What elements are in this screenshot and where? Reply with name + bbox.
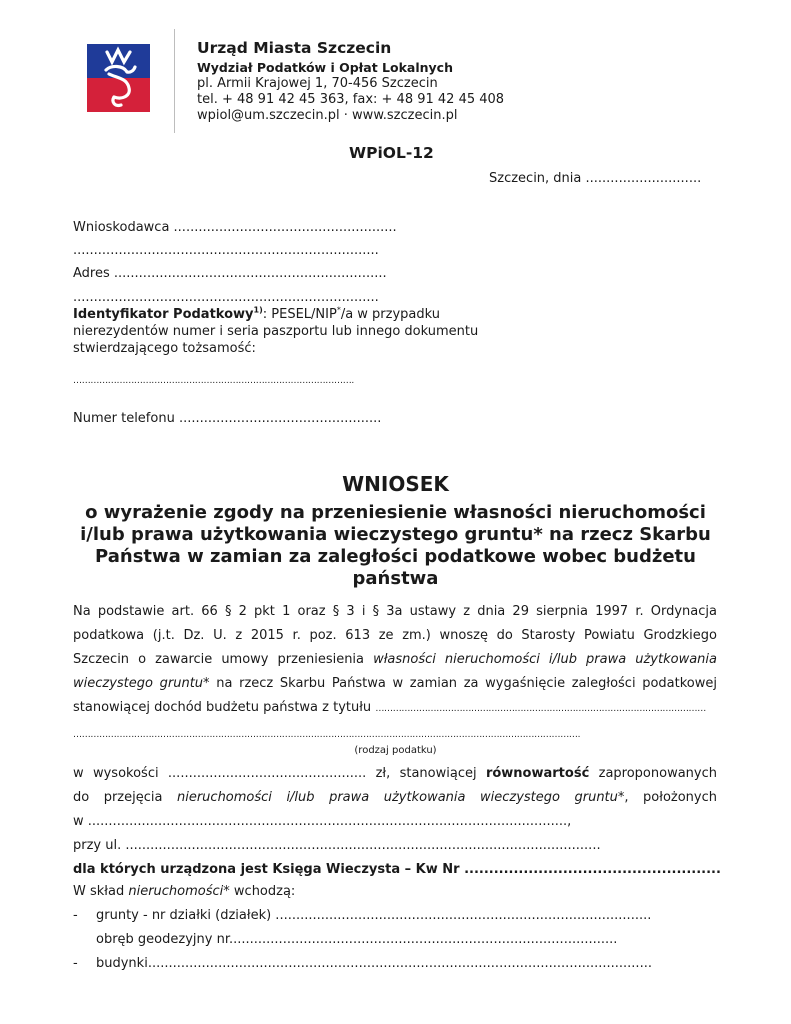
body-text: na rzecz Skarbu Państwa w zamian za wygaśnięcie zaległości podatkowej [216, 676, 718, 691]
applicant-field-continued: .......................................................................... [73, 243, 379, 258]
date-field: Szczecin, dnia ............................ [489, 171, 702, 186]
body-italic: i/lub [286, 790, 315, 805]
body-text: Szczecin o zawarcie umowy przeniesienia [73, 652, 365, 667]
body-text: stanowiącej dochód budżetu państwa z tytułu [73, 700, 372, 715]
amount-field: w wysokości ................................................ zł, stanowiącej [73, 766, 477, 781]
tax-title-field-continued: …………………………………………………………………………………………………………………………………………………………. [73, 730, 581, 740]
address-field-continued: .......................................................................... [73, 290, 379, 305]
office-contact: wpiol@um.szczecin.pl · www.szczecin.pl [197, 108, 458, 123]
equivalent-label: równowartość [485, 766, 590, 781]
header-divider [174, 29, 175, 133]
document-title: WNIOSEK [342, 472, 449, 496]
applicant-field: Wnioskodawca ...................................................... [73, 220, 397, 235]
body-italic: wieczystego gruntu* [73, 676, 210, 691]
department-name: Wydział Podatków i Opłat Lokalnych [197, 60, 453, 75]
body-italic: nieruchomości [176, 790, 272, 805]
tax-id-description: /a w przypadku nierezydentów numer i seria paszportu lub innego dokumentu stwierdzającego tożsamość: [73, 307, 479, 356]
body-line-3 [73, 652, 717, 667]
tax-id-label [73, 306, 493, 357]
location-field: w ...................................................................................................................., [73, 814, 572, 829]
body-line-5 [73, 700, 706, 715]
body-line-2: podatkowa (j.t. Dz. U. z 2015 r. poz. 613 ze zm.) wnoszę do Starosty Powiatu Grodzkiego [73, 628, 717, 643]
office-address: pl. Armii Krajowej 1, 70-456 Szczecin [197, 76, 438, 91]
szczecin-logo [87, 44, 150, 112]
list-dash: - [73, 908, 78, 923]
body-text: *, położonych [617, 790, 717, 805]
tax-id-title: Identyfikator Podatkowy [73, 307, 254, 322]
composition-label [73, 884, 295, 899]
body-line-amount [73, 766, 717, 781]
footnote-ref: 1) [253, 305, 263, 315]
land-register-field: dla których urządzona jest Księga Wieczysta – Kw Nr .................................................... [73, 862, 721, 877]
tax-type-caption: (rodzaj podatku) [354, 745, 437, 756]
body-text: * wchodzą: [223, 884, 296, 899]
plots-field: grunty - nr działki (działek) ........................................................................................... [96, 908, 652, 923]
form-code: WPiOL-12 [349, 144, 434, 162]
phone-field: Numer telefonu ................................................. [73, 411, 382, 426]
office-name: Urząd Miasta Szczecin [197, 39, 392, 57]
body-italic: prawa użytkowania wieczystego gruntu [329, 790, 618, 805]
body-line-1: Na podstawie art. 66 § 2 pkt 1 oraz § 3 i § 3a ustawy z dnia 29 sierpnia 1997 r. Ordynacja [73, 604, 717, 619]
body-italic: własności nieruchomości i/lub prawa użytkowania [373, 652, 717, 667]
body-line-property [73, 790, 717, 805]
body-italic: nieruchomości [128, 884, 224, 899]
office-phone: tel. + 48 91 42 45 363, fax: + 48 91 42 45 408 [197, 92, 505, 107]
body-text: do przejęcia [73, 790, 163, 805]
precinct-field: obręb geodezyjny nr.............................................................................................. [96, 932, 618, 947]
tax-title-field: …………………………………………………………………………………………………… [375, 704, 706, 714]
asterisk-ref: * [336, 305, 341, 315]
document-subtitle: o wyrażenie zgody na przeniesienie własności nieruchomości i/lub prawa użytkowania wieczystego gruntu* na rzecz Skarbu Państwa w zamian za zaległości podatkowe wobec budżetu państwa [80, 502, 711, 589]
address-field: Adres .................................................................. [73, 266, 387, 281]
tax-id-field: ……………………………………………………………………………………. [73, 376, 354, 386]
tax-id-type: : PESEL/NIP [262, 307, 337, 322]
body-line-4 [73, 676, 717, 691]
body-text: zaproponowanych [598, 766, 717, 781]
buildings-field: budynki.......................................................................................................................... [96, 956, 652, 971]
body-text: W skład [73, 884, 125, 899]
list-dash: - [73, 956, 78, 971]
street-field: przy ul. ................................................................................................................... [73, 838, 601, 853]
